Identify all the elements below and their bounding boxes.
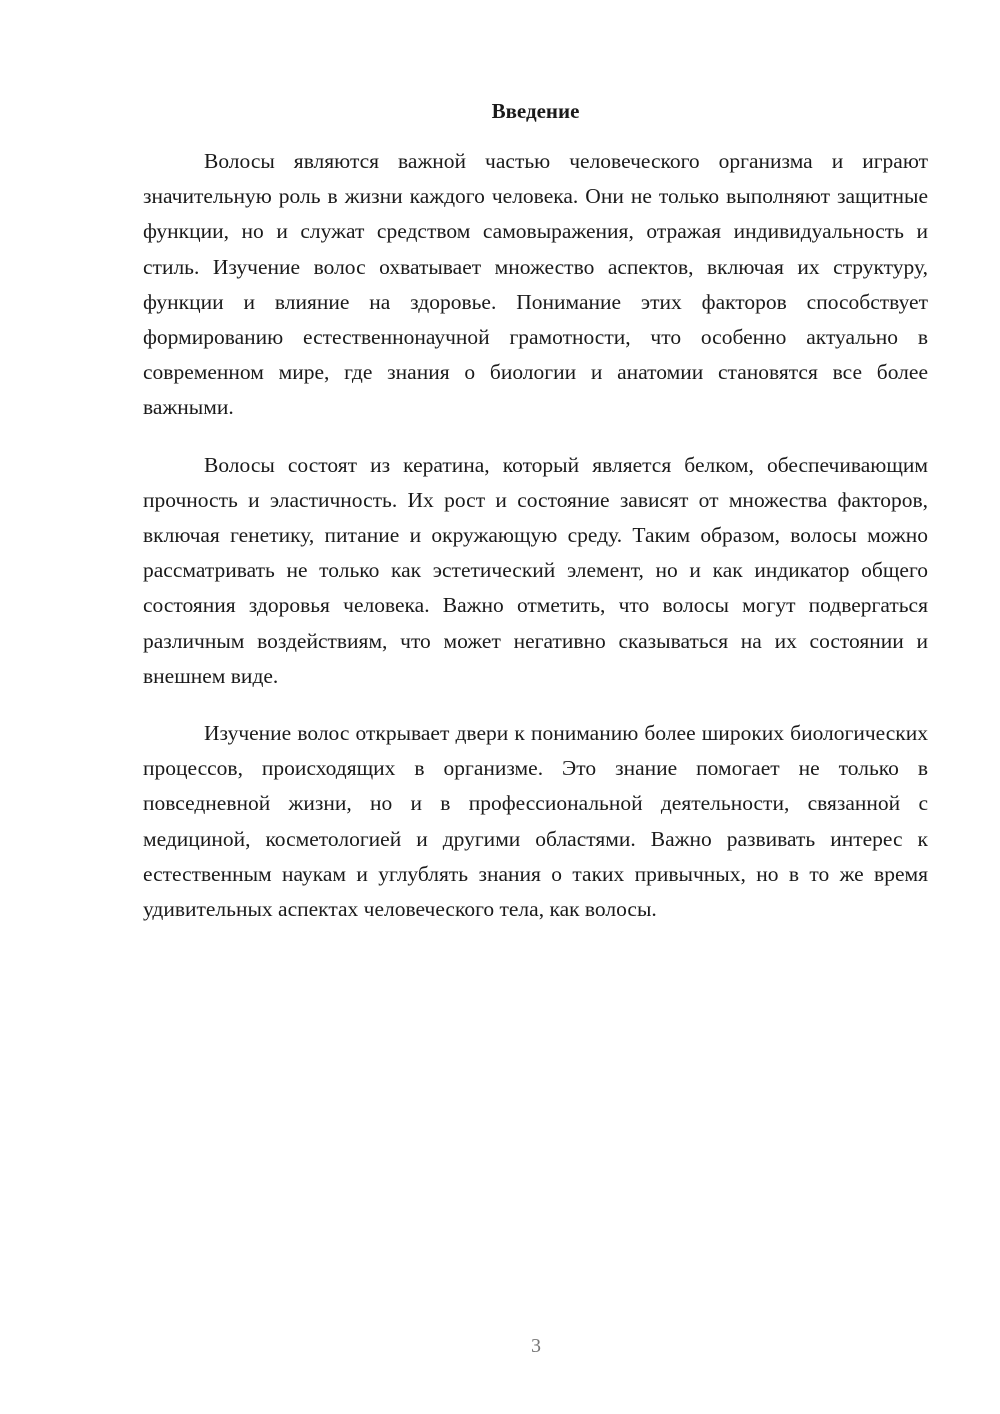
document-body	[143, 96, 928, 949]
section-title: Введение	[491, 99, 580, 123]
page-number: 3	[531, 1335, 541, 1357]
paragraph-1: Волосы являются важной частью человеческого организма и играют значительную роль в жизни каждого человека. Они не только выполняют защитные функции, но и служат средством самовыражения, отражая индивидуальность и стиль. Изучение волос охватывает множество аспектов, включая их структуру, функции и влияние на здоровье. Понимание этих факторов способствует формированию естественнонаучной грамотности, что особенно актуально в современном мире, где знания о биологии и анатомии становятся все более важными.	[143, 149, 928, 420]
paragraph-2: Волосы состоят из кератина, который является белком, обеспечивающим прочность и эластичность. Их рост и состояние зависят от множества факторов, включая генетику, питание и окружающую среду. Таким образом, волосы можно рассматривать не только как эстетический элемент, но и как индикатор общего состояния здоровья человека. Важно отметить, что волосы могут подвергаться различным воздействиям, что может негативно сказываться на их состоянии и внешнем виде.	[143, 452, 928, 688]
paragraph-3: Изучение волос открывает двери к пониманию более широких биологических процессов, происходящих в организме. Это знание помогает не только в повседневной жизни, но и в профессиональной деятельности, связанной с медициной, косметологией и другими областями. Важно развивать интерес к естественным наукам и углублять знания о таких привычных, но в то же время удивительных аспектах человеческого тела, как волосы.	[143, 721, 928, 922]
